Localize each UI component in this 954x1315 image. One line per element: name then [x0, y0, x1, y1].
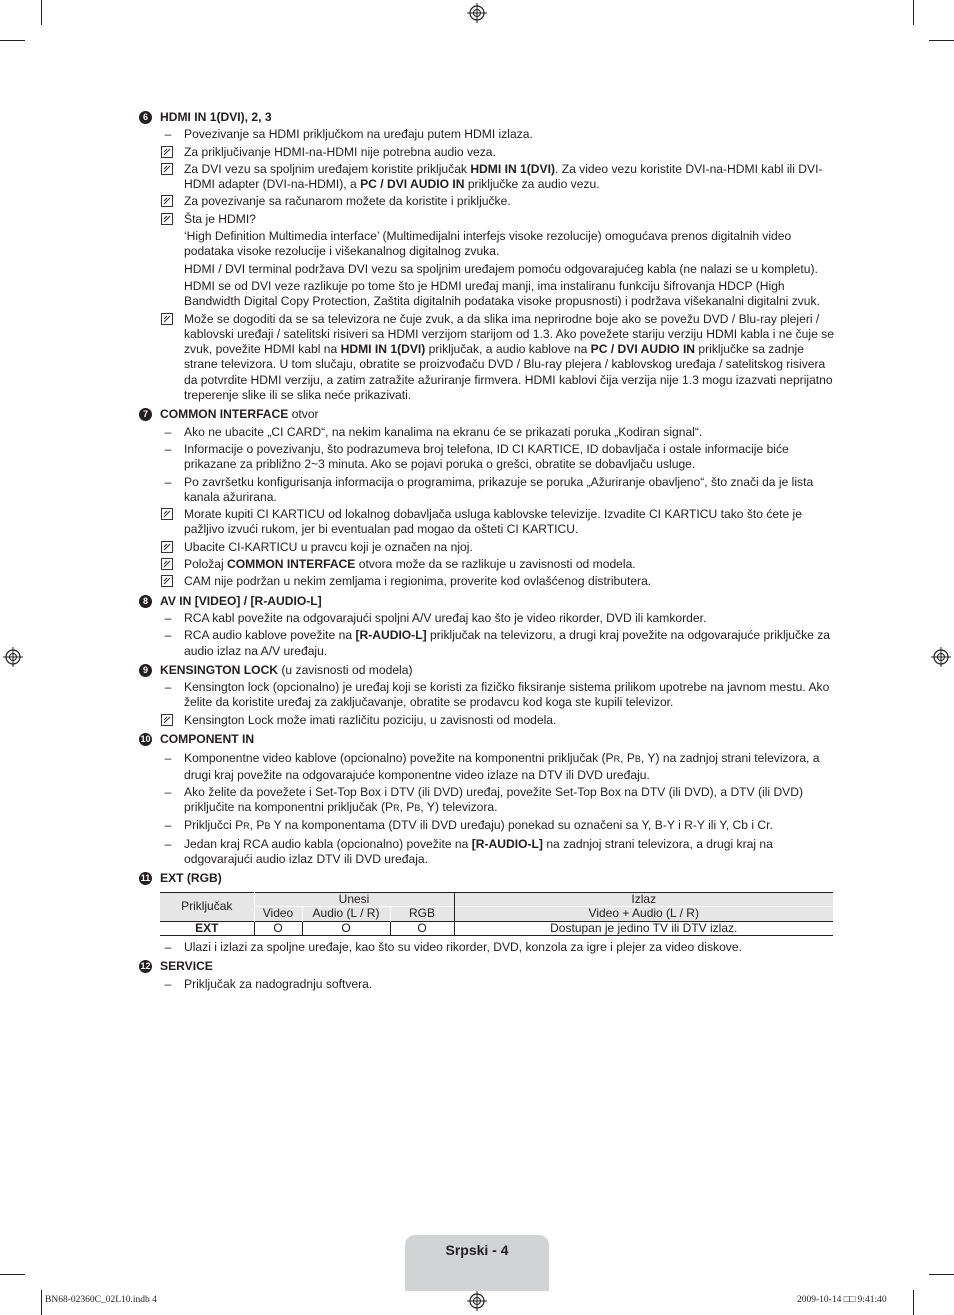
section-number-badge: 11	[140, 873, 151, 884]
table-header-cell: Video + Audio (L / R)	[454, 907, 833, 922]
section-number-badge: 9	[139, 664, 152, 677]
note-icon	[161, 313, 173, 325]
table-cell: O	[390, 921, 454, 936]
section-title: COMMON INTERFACE	[160, 407, 289, 422]
note-icon	[161, 541, 173, 553]
list-item: – Ulazi i izlazi za spoljne uređaje, kao što su video rikorder, DVD, konzola za igre i plejer za video diskove.	[164, 940, 742, 955]
section-title: HDMI IN 1(DVI), 2, 3	[160, 110, 272, 124]
paragraph: ‘High Definition Multimedia interface’ (Multimedijalni interfejs visoke rezolucije) omogućava prenos digitalnih video podataka visoke rezolucije i višekanalnog digitalnog zvuka.	[184, 229, 792, 259]
section-heading-av-in	[139, 594, 839, 609]
section-title: COMPONENT IN	[160, 731, 255, 746]
note-icon	[161, 163, 173, 175]
paragraph: HDMI se od DVI veze razlikuje po tome što je HDMI uređaj manji, ima instaliranu funkciju šifrovanja HDCP (High Bandwidth Digital Copy Protection, Zaštita digitalnih podataka visoke propusnosti) i podržava višekanalni digitalni zvuk.	[184, 278, 820, 309]
table-header-row	[160, 892, 833, 907]
note-item: Za DVI vezu sa spoljnim uređajem koristite priključak HDMI IN 1(DVI). Za video vezu koristite DVI-na-HDMI kabl ili DVI-HDMI adapter (DVI-na-HDMI), a PC / DVI AUDIO IN priključke za audio vezu.	[139, 162, 839, 193]
section-heading-service	[139, 959, 839, 974]
note-item: Kensington Lock može imati različitu poziciju, u zavisnosti od modela.	[139, 713, 839, 728]
note-icon	[161, 213, 173, 225]
note-icon	[161, 575, 173, 587]
section-title: SERVICE	[160, 959, 213, 974]
crop-mark	[913, 0, 914, 25]
crop-mark	[929, 40, 954, 41]
paragraph: HDMI / DVI terminal podržava DVI vezu sa spoljnim uređajem pomoću odgovarajućeg kabla (ne nalazi se u kompletu).	[184, 261, 818, 276]
list-item: – Ako ne ubacite „CI CARD“, na nekim kanalima na ekranu će se prikazati poruka „Kodiran signal“.	[164, 424, 703, 439]
crop-mark	[0, 40, 25, 41]
section-number-badge: 7	[139, 408, 152, 421]
note-item: Za priključivanje HDMI-na-HDMI nije potrebna audio veza.	[139, 145, 839, 160]
table-cell: Dostupan je jedino TV ili DTV izlaz.	[454, 921, 833, 936]
note-icon	[161, 146, 173, 158]
note-item: Morate kupiti CI KARTICU od lokalnog dobavljača usluga kablovske televizije. Izvadite CI KARTICU tako što ćete je pažljivo izvući rukom, jer bi eventualan pad mogao da ošteti CI KARTICU.	[139, 507, 839, 538]
table-subheader-row	[160, 907, 833, 922]
section-heading-hdmi	[139, 110, 839, 125]
note-item: Ubacite CI-KARTICU u pravcu koji je označen na njoj.	[139, 540, 839, 555]
registration-mark-icon	[467, 3, 487, 23]
note-icon	[161, 714, 173, 726]
print-slug-date: 2009-10-14 □□ 9:41:40	[797, 1295, 887, 1305]
table-header-cell: Audio (L / R)	[302, 907, 390, 922]
section-heading-kensington: 9 KENSINGTON LOCK (u zavisnosti od modela)	[139, 663, 839, 678]
registration-mark-icon	[3, 647, 23, 667]
section-heading-component-in	[139, 732, 839, 747]
crop-mark	[913, 1290, 914, 1315]
page-number-label: Srpski - 4	[445, 1242, 509, 1258]
section-title: EXT (RGB)	[160, 871, 222, 886]
table-cell: EXT	[160, 921, 254, 936]
crop-mark	[929, 1274, 954, 1275]
crop-mark	[41, 0, 42, 25]
note-icon	[161, 195, 173, 207]
section-heading-ext-rgb	[139, 871, 839, 886]
table-cell: O	[302, 921, 390, 936]
list-item: – Komponentne video kablove (opcionalno) povežite na komponentni priključak (PR, PB, Y) na zadnjoj strani televizora, a drugi kraj povežite na odgovarajuće komponentne video izlaze na DTV ili DVD uređaju.	[164, 751, 820, 782]
note-icon	[161, 558, 173, 570]
section-number-badge: 12	[140, 961, 151, 972]
note-icon	[161, 508, 173, 520]
ext-connector-table	[160, 892, 833, 937]
section-title: KENSINGTON LOCK	[160, 662, 279, 677]
table-cell: O	[254, 921, 302, 936]
note-item: Za povezivanje sa računarom možete da koristite i priključke.	[139, 194, 839, 209]
registration-mark-icon	[467, 1291, 487, 1311]
section-number-badge: 8	[139, 595, 152, 608]
table-row	[160, 921, 833, 936]
list-item: – Povezivanje sa HDMI priključkom na uređaju putem HDMI izlaza.	[139, 127, 839, 142]
list-item: – RCA kabl povežite na odgovarajući spoljni A/V uređaj kao što je video rikorder, DVD ili kamkorder.	[164, 610, 707, 625]
print-slug-file: BN68-02360C_02L10.indb 4	[45, 1295, 157, 1305]
list-item: – RCA audio kablove povežite na [R-AUDIO-L] priključak na televizoru, a drugi kraj povežite na odgovarajuće priključke za audio izlaz na A/V uređaju.	[164, 628, 830, 658]
note-item: CAM nije podržan u nekim zemljama i regionima, proverite kod ovlašćenog distributera.	[139, 574, 839, 589]
list-item: – Kensington lock (opcionalno) je uređaj koji se koristi za fizičko fiksiranje sistema prilikom upotrebe na javnom mestu. Ako želite da koristite uređaj za zaključavanje, obratite se prodavcu kod koga ste kupili televizor.	[164, 680, 830, 710]
section-title: AV IN [VIDEO] / [R-AUDIO-L]	[160, 593, 322, 608]
list-item: – Ako želite da povežete i Set-Top Box i DTV (ili DVD) uređaj, povežite Set-Top Box na DTV (ili DVD), a DTV (ili DVD) priključite na komponentni priključak (PR, PB, Y) televizora.	[164, 784, 804, 815]
registration-mark-icon	[931, 647, 951, 667]
dash-bullet: –	[164, 127, 172, 142]
list-item: – Informacije o povezivanju, što podrazumeva broj telefona, ID CI KARTICE, ID dobavljača i ostale informacije biće prikazane za približno 2~3 minuta. Ako se pojavi poruka o grešci, obratite se dobavljaču usluge.	[164, 441, 789, 472]
table-header-cell: Unesi	[254, 892, 454, 907]
list-item: – Jedan kraj RCA audio kabla (opcionalno) povežite na [R-AUDIO-L] na zadnjoj strani televizora, a drugi kraj na odgovarajući audio izlaz DTV ili DVD uređaja.	[164, 836, 773, 867]
note-item: Šta je HDMI?	[139, 212, 839, 227]
note-item: Položaj COMMON INTERFACE otvora može da se razlikuje u zavisnosti od modela.	[139, 557, 839, 572]
table-header-cell: Izlaz	[454, 892, 833, 907]
crop-mark	[41, 1290, 42, 1315]
note-item: Može se dogoditi da se sa televizora ne čuje zvuk, a da slika ima neprirodne boje ako se povežu DVD / Blu-ray plejeri / kablovski uređaji / satelitski risiveri sa HDMI verzijom starijom od 1.3. Ako povežete stariju verziju HDMI kabla i ne čuje se zvuk, povežite HDMI kabl na HDMI IN 1(DVI) priključak, a audio kablove na PC / DVI AUDIO IN priključke sa zadnje strane televizora. U tom slučaju, obratite se proizvođaču DVD / Blu-ray plejera / kablovskog uređaja / satelitskog risivera da potvrdite HDMI verziju, a zatim zatražite ažuriranje firmvera. HDMI kablovi čija verzija nije 1.3 mogu izazvati neprijatno treperenje slike ili se slika neće prikazivati.	[139, 312, 839, 404]
section-heading-common-interface: 7 COMMON INTERFACE otvor	[139, 407, 839, 422]
list-item: – Priključci PR, PB Y na komponentama (DTV ili DVD uređaju) ponekad su označeni sa Y, B-Y i R-Y ili Y, Cb i Cr.	[164, 818, 773, 833]
crop-mark	[0, 1274, 25, 1275]
manual-content	[139, 110, 839, 992]
table-header-cell: RGB	[390, 907, 454, 922]
table-header-cell: Video	[254, 907, 302, 922]
table-header-cell: Priključak	[160, 892, 254, 921]
section-number-badge: 10	[140, 733, 151, 744]
list-item: – Po završetku konfigurisanja informacija o programima, prikazuje se poruka „Ažuriranje obavljeno“, što znači da je lista kanala ažurirana.	[164, 474, 814, 504]
section-number-badge: 6	[139, 111, 152, 124]
list-item: – Priključak za nadogradnju softvera.	[164, 976, 373, 991]
